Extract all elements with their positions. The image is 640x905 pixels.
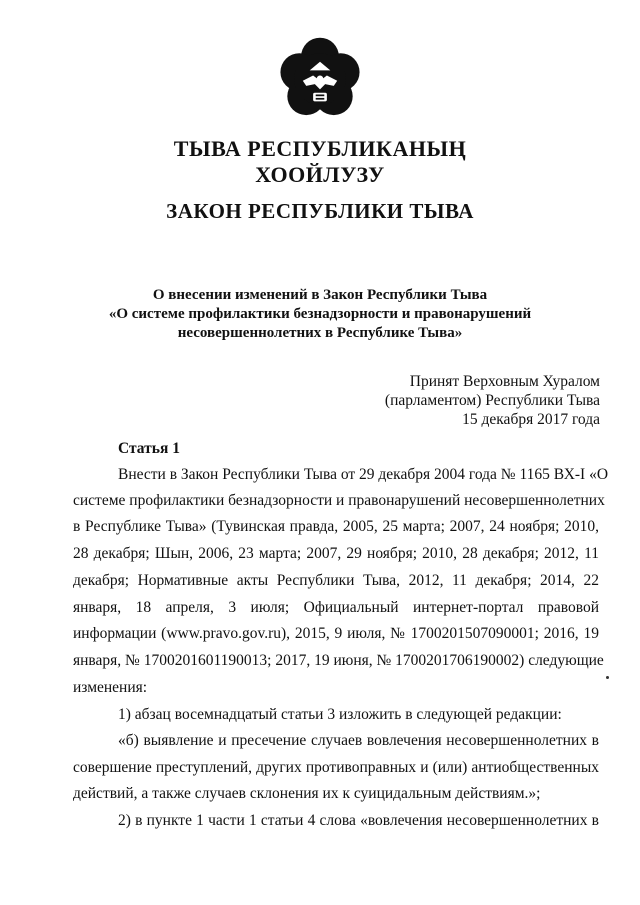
law-title-line-3: несовершеннолетних в Республике Тыва»: [177, 325, 463, 341]
body-text-line: 2) в пункте 1 части 1 статьи 4 слова «вовлечения несовершеннолетних в: [118, 812, 599, 829]
adopted-date: 15 декабря 2017 года: [462, 411, 600, 428]
article-heading: Статья 1: [118, 440, 180, 457]
body-text-line: в Республике Тыва» (Тувинская правда, 2005, 25 марта; 2007, 24 ноября; 2010,: [73, 518, 599, 535]
body-text-line: января, 18 апреля, 3 июля; Официальный интернет-портал правовой: [73, 599, 599, 616]
body-text-line: 1) абзац восемнадцатый статьи 3 изложить в следующей редакции:: [118, 706, 562, 723]
body-text-line: действий, а также случаев склонения их к суицидальным действиям.»;: [73, 785, 541, 802]
law-title-line-1: О внесении изменений в Закон Республики Тыва: [152, 287, 488, 303]
header-russian-title: ЗАКОН РЕСПУБЛИКИ ТЫВА: [166, 199, 474, 223]
law-title-line-2: «О системе профилактики безнадзорности и правонарушений: [108, 306, 532, 322]
adopted-by-line-2: (парламентом) Республики Тыва: [384, 392, 600, 409]
body-text-line: совершение преступлений, других противоправных и (или) антиобщественных: [73, 759, 599, 776]
scan-speck: [606, 676, 609, 679]
body-text-line: изменения:: [73, 679, 148, 696]
body-text-line: информации (www.pravo.gov.ru), 2015, 9 июля, № 1700201507090001; 2016, 19: [73, 625, 599, 642]
tuva-coat-of-arms-icon: [277, 36, 363, 122]
header-tuvan-line-1: ТЫВА РЕСПУБЛИКАНЫҢ: [173, 136, 467, 161]
body-text-line: «б) выявление и пресечение случаев вовлечения несовершеннолетних в: [118, 732, 599, 749]
body-text-line: 28 декабря; Шын, 2006, 23 марта; 2007, 29 ноября; 2010, 28 декабря; 2012, 11: [73, 545, 599, 562]
body-text-line: декабря; Нормативные акты Республики Тыва, 2012, 11 декабря; 2014, 22: [73, 572, 599, 589]
adopted-by-line-1: Принят Верховным Хуралом: [409, 373, 600, 390]
body-text-line: января, № 1700201601190013; 2017, 19 июня, № 1700201706190002) следующие: [73, 652, 604, 669]
header-tuvan-line-2: ХООЙЛУЗУ: [255, 162, 385, 187]
body-text-line: Внести в Закон Республики Тыва от 29 декабря 2004 года № 1165 ВХ-I «О: [118, 466, 609, 483]
body-text-line: системе профилактики безнадзорности и правонарушений несовершеннолетних: [73, 492, 605, 509]
